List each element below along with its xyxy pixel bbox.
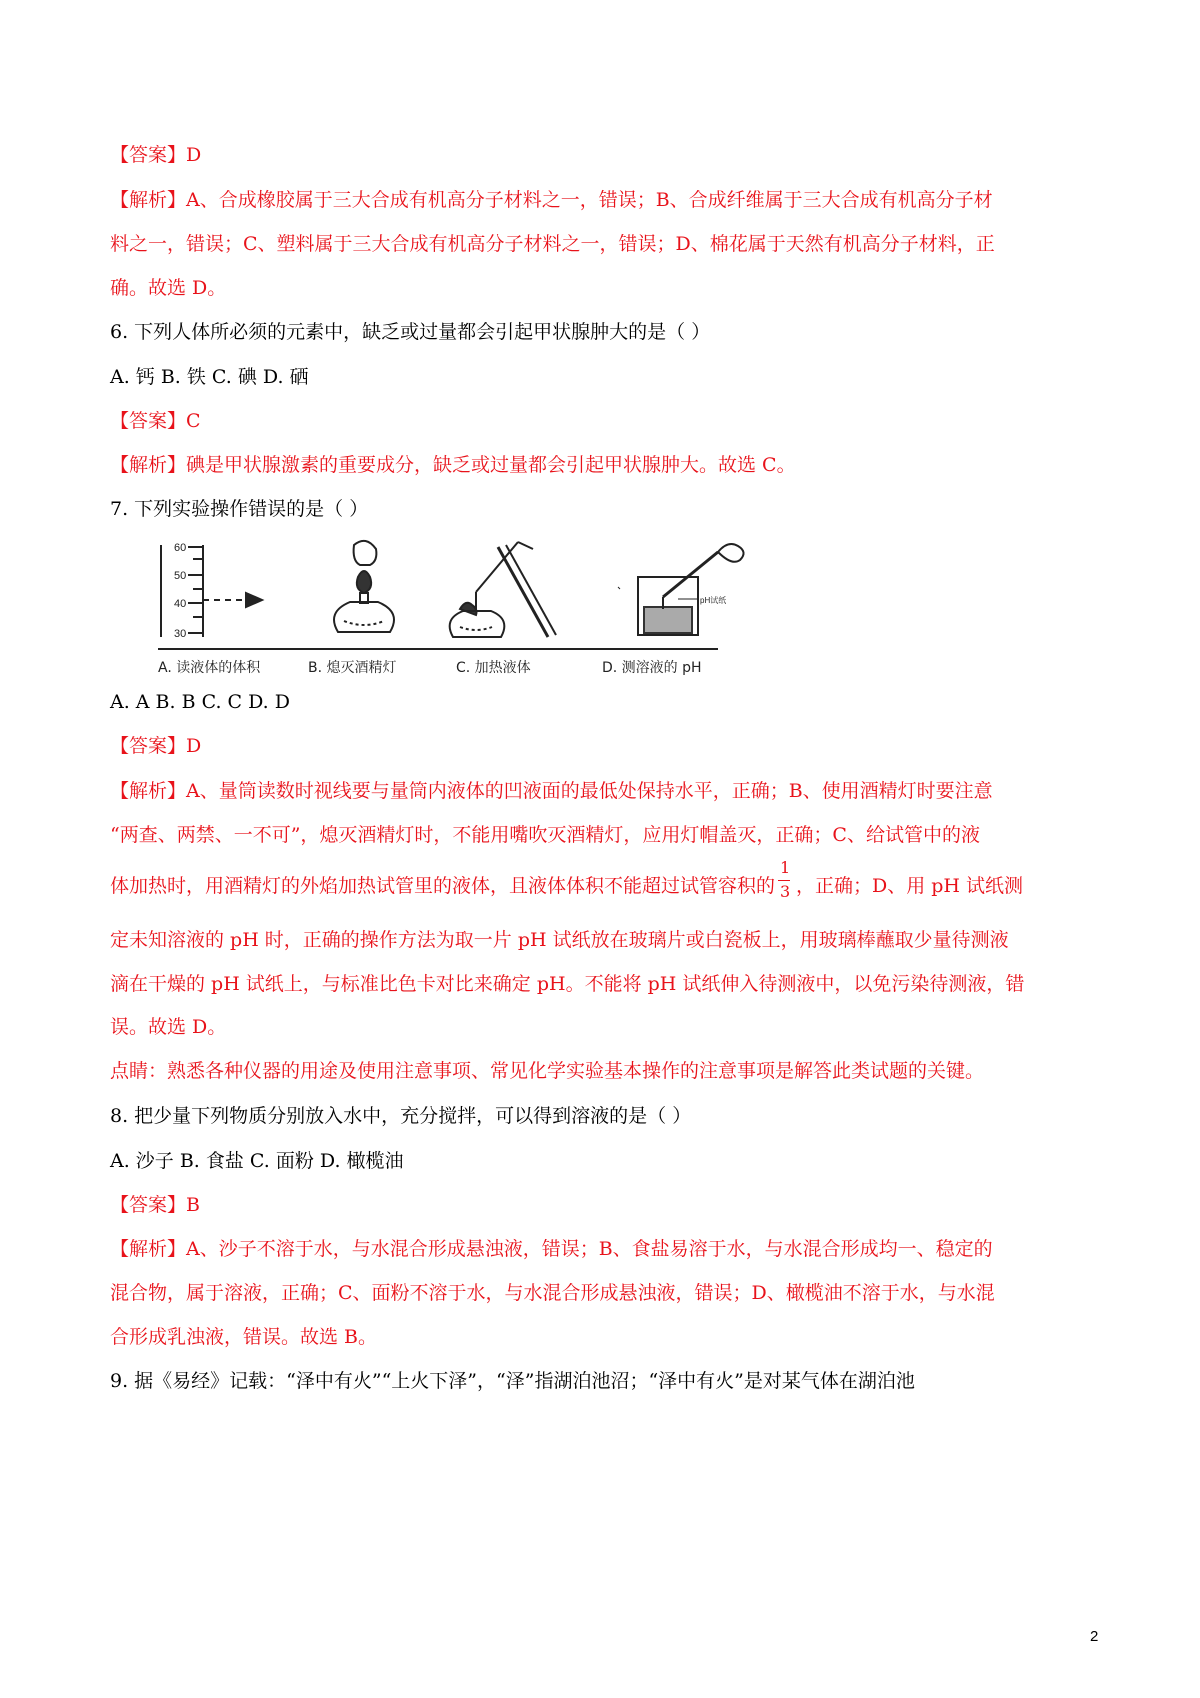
q7-experiment-figure <box>158 537 798 697</box>
figure-label-d: D. 测溶液的 pH <box>602 660 702 676</box>
figure-label-b: B. 熄灭酒精灯 <box>308 660 397 676</box>
fraction-numerator: 1 <box>780 858 791 877</box>
q5-analysis-line-1: 【解析】A、合成橡胶属于三大合成有机高分子材料之一，错误；B、合成纤维属于三大合成有机高分子材 <box>110 189 993 211</box>
q6-analysis: 【解析】碘是甲状腺激素的重要成分，缺乏或过量都会引起甲状腺肿大。故选 C。 <box>110 454 796 476</box>
q8-stem: 8. 把少量下列物质分别放入水中，充分搅拌，可以得到溶液的是（ ） <box>110 1105 692 1127</box>
scale-tick-50: 50 <box>174 570 187 582</box>
q6-stem: 6. 下列人体所必须的元素中，缺乏或过量都会引起甲状腺肿大的是（ ） <box>110 321 711 343</box>
q5-analysis-line-3: 确。故选 D。 <box>110 277 227 299</box>
graduated-cylinder-drawing <box>161 545 262 637</box>
q7-analysis-line-3b: ，正确；D、用 pH 试纸测 <box>796 875 1024 897</box>
ph-test-drawing <box>618 544 744 635</box>
q7-tip: 点睛：熟悉各种仪器的用途及使用注意事项、常见化学实验基本操作的注意事项是解答此类试题的关键。 <box>110 1060 985 1082</box>
scale-tick-40: 40 <box>174 598 187 610</box>
scale-tick-30: 30 <box>174 628 187 640</box>
q8-analysis-line-1: 【解析】A、沙子不溶于水，与水混合形成悬浊液，错误；B、食盐易溶于水，与水混合形成均一、稳定的 <box>110 1238 993 1260</box>
q5-answer: 【答案】D <box>110 144 202 166</box>
q8-options: A. 沙子 B. 食盐 C. 面粉 D. 橄榄油 <box>110 1150 404 1172</box>
q9-stem: 9. 据《易经》记载：“泽中有火”“上火下泽”，“泽”指湖泊池沼；“泽中有火”是对某气体在湖泊池 <box>110 1370 915 1392</box>
figure-label-a: A. 读液体的体积 <box>158 660 261 676</box>
ph-paper-label: pH试纸 <box>700 596 727 605</box>
q6-answer: 【答案】C <box>110 410 201 432</box>
q5-analysis-line-2: 料之一，错误；C、塑料属于三大合成有机高分子材料之一，错误；D、棉花属于天然有机高分子材料，正 <box>110 233 995 255</box>
q7-analysis-line-1: 【解析】A、量筒读数时视线要与量筒内液体的凹液面的最低处保持水平，正确；B、使用酒精灯时要注意 <box>110 780 993 802</box>
q7-analysis-line-6: 误。故选 D。 <box>110 1016 227 1038</box>
q7-options: A. A B. B C. C D. D <box>110 691 290 713</box>
q6-options: A. 钙 B. 铁 C. 碘 D. 硒 <box>110 366 309 388</box>
fraction-denominator: 3 <box>780 882 791 901</box>
q7-analysis-line-5: 滴在干燥的 pH 试纸上，与标准比色卡对比来确定 pH。不能将 pH 试纸伸入待测液中，以免污染待测液，错 <box>110 973 1025 995</box>
scale-tick-60: 60 <box>174 542 187 554</box>
q8-analysis-line-2: 混合物，属于溶液，正确；C、面粉不溶于水，与水混合形成悬浊液，错误；D、橄榄油不溶于水，与水混 <box>110 1282 995 1304</box>
q7-analysis-line-4: 定未知溶液的 pH 时，正确的操作方法为取一片 pH 试纸放在玻璃片或白瓷板上，用玻璃棒蘸取少量待测液 <box>110 929 1009 951</box>
q7-stem: 7. 下列实验操作错误的是（ ） <box>110 498 369 520</box>
fraction-bar <box>778 880 790 881</box>
figure-label-c: C. 加热液体 <box>456 660 531 676</box>
q7-analysis-line-3a: 体加热时，用酒精灯的外焰加热试管里的液体，且液体体积不能超过试管容积的 <box>110 875 776 897</box>
page-number: 2 <box>1090 1628 1099 1645</box>
q7-analysis-line-2: “两查、两禁、一不可”，熄灭酒精灯时，不能用嘴吹灭酒精灯，应用灯帽盖灭，正确；C、给试管中的液 <box>110 824 980 846</box>
q8-analysis-line-3: 合形成乳浊液，错误。故选 B。 <box>110 1326 378 1348</box>
q8-answer: 【答案】B <box>110 1194 200 1216</box>
heating-tube-drawing <box>450 542 556 637</box>
q7-answer: 【答案】D <box>110 735 202 757</box>
alcohol-lamp-drawing-b <box>334 541 394 632</box>
